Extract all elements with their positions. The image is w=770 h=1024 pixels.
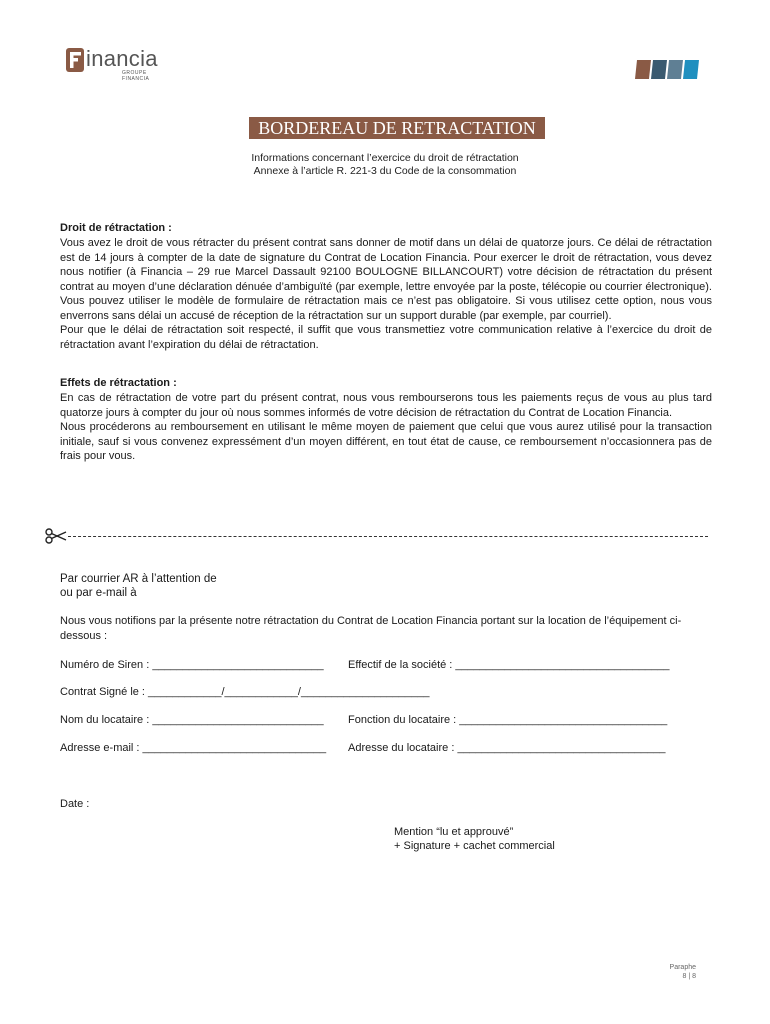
mention-line-2: + Signature + cachet commercial [394, 840, 555, 852]
subtitle-line-2: Annexe à l’article R. 221-3 du Code de la consommation [253, 165, 517, 177]
address-line-2: ou par e-mail à [60, 587, 137, 599]
nom-locataire-field[interactable]: Nom du locataire : ____________________________ [60, 714, 324, 726]
scissors-icon [44, 528, 68, 544]
droit-section [60, 236, 712, 352]
logo-f-mark [64, 46, 86, 74]
contrat-date-field[interactable]: Contrat Signé le : ____________/____________/_____________________ [60, 686, 430, 698]
page-number: 8 | 8 [682, 973, 696, 980]
effectif-field[interactable]: Effectif de la société : ___________________________________ [348, 659, 670, 671]
effets-paragraph-2: Nous procéderons au remboursement en utilisant le même moyen de paiement que celui que vous aurez utilisé pour la transaction initiale, sauf si vous convenez expressément d’un moyen différent, en tout état de cause, ce remboursement n’occasionnera pas de frais pour vous. [60, 421, 712, 462]
paraphe-label: Paraphe [669, 964, 696, 971]
fonction-locataire-field[interactable]: Fonction du locataire : __________________________________ [348, 714, 668, 726]
brand-bar [683, 60, 699, 79]
droit-heading: Droit de rétractation : [60, 222, 172, 234]
cut-line [44, 528, 710, 544]
financia-logo [64, 46, 174, 82]
address-line-1: Par courrier AR à l’attention de [60, 573, 217, 585]
mention-line-1: Mention “lu et approuvé” [394, 826, 514, 838]
effets-heading: Effets de rétractation : [60, 377, 177, 389]
notification-text: Nous vous notifions par la présente notre rétractation du Contrat de Location Financia portant sur la location de l’équipement ci-dessous : [60, 615, 682, 642]
droit-paragraph-1: Vous avez le droit de vous rétracter du présent contrat sans donner de motif dans un délai de quatorze jours. Ce délai de rétractation est de 14 jours à compter de la date de signature du Contrat de Location Financia. Pour exercer le droit de rétractation, vous devez nous notifier (à Financia – 29 rue Marcel Dassault 92100 BOULOGNE BILLANCOURT) votre décision de rétractation du présent contrat au moyen d’une déclaration dénuée d’ambiguïté (par exemple, lettre envoyée par la poste, télécopie ou courrier électronique). Vous pouvez utiliser le modèle de formulaire de rétractation mais ce n’est pas obligatoire. Si vous utilisez cette option, nous vous enverrons sans délai un accusé de réception de la rétractation sur un support durable (par exemple, par courriel). [60, 237, 712, 322]
document-title: BORDEREAU DE RETRACTATION [249, 117, 545, 139]
brand-bar [651, 60, 667, 79]
siren-field[interactable]: Numéro de Siren : ____________________________ [60, 659, 324, 671]
adresse-locataire-field[interactable]: Adresse du locataire : __________________________________ [348, 742, 666, 754]
date-label: Date : [60, 798, 90, 810]
logo-text: inancia [86, 46, 158, 71]
effets-paragraph-1: En cas de rétractation de votre part du présent contrat, nous vous rembourserons tous les paiements reçus de vous au plus tard quatorze jours à compter du jour où nous sommes informés de votre décision de rétractation du Contrat de Location Financia. [60, 392, 712, 419]
brand-bar [667, 60, 683, 79]
droit-paragraph-2: Pour que le délai de rétractation soit respecté, il suffit que vous transmettiez votre communication relative à l’exercice du droit de rétractation avant l’expiration du délai de rétractation. [60, 324, 712, 351]
email-field[interactable]: Adresse e-mail : ______________________________ [60, 742, 327, 754]
effets-section [60, 391, 712, 464]
subtitle-line-1: Informations concernant l’exercice du droit de rétractation [251, 152, 519, 164]
brand-bar [635, 60, 651, 79]
logo-subtitle: GROUPE FINANCIA [122, 70, 150, 82]
brand-color-bars [636, 60, 706, 80]
dashed-cut-line [68, 536, 708, 537]
